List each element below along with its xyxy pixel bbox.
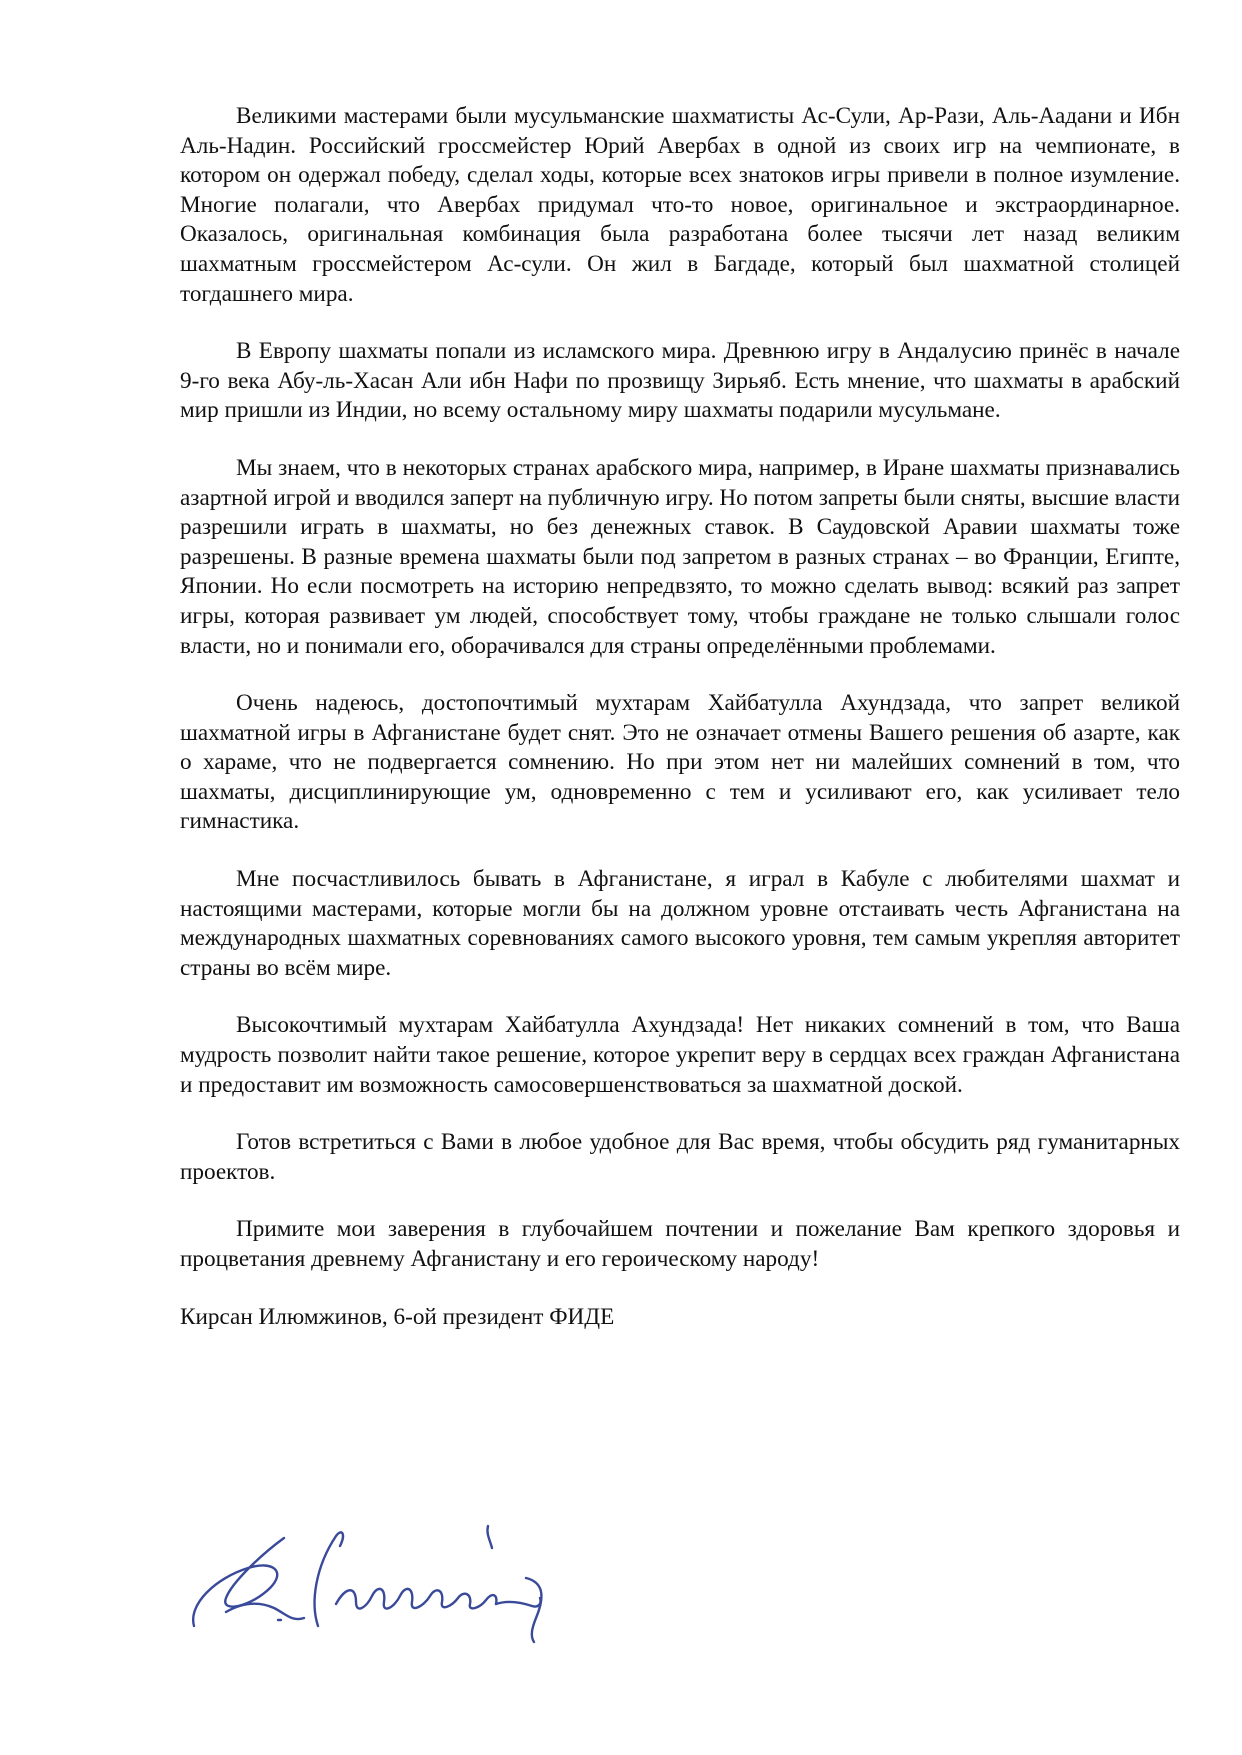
signoff-line: Кирсан Илюмжинов, 6-ой президент ФИДЕ bbox=[180, 1303, 615, 1330]
letter-body bbox=[180, 102, 1180, 1332]
paragraph-3: Мы знаем, что в некоторых странах арабского мира, например, в Иране шахматы признавались азартной игрой и вводился заперт на публичную игру. Но потом запреты были сняты, высшие власти разрешили играть в шахматы, но без денежных ставок. В Саудовской Аравии шахматы тоже разрешены. В разные времена шахматы были под запретом в разных странах – во Франции, Египте, Японии. Но если посмотреть на историю непредвзято, то можно сделать вывод: всякий раз запрет игры, которая развивает ум людей, способствует тому, чтобы граждане не только слышали голос власти, но и понимали его, оборачивался для страны определёнными проблемами. bbox=[180, 454, 1180, 659]
paragraph-7: Готов встретиться с Вами в любое удобное для Вас время, чтобы обсудить ряд гуманитарных проектов. bbox=[180, 1129, 1180, 1185]
paragraph-4: Очень надеюсь, достопочтимый мухтарам Хайбатулла Ахундзада, что запрет великой шахматной игры в Афганистане будет снят. Это не означает отмены Вашего решения об азарте, как о хараме, что не подвергается сомнению. Но при этом нет ни малейших сомнений в том, что шахматы, дисциплинирующие ум, одновременно с тем и усиливают его, как усиливает тело гимнастика. bbox=[180, 690, 1180, 835]
handwritten-signature bbox=[186, 1508, 566, 1648]
paragraph-6: Высокочтимый мухтарам Хайбатулла Ахундзада! Нет никаких сомнений в том, что Ваша мудрость позволит найти такое решение, которое укрепит веру в сердцах всех граждан Афганистана и предоставит им возможность самосовершенствоваться за шахматной доской. bbox=[180, 1012, 1180, 1098]
paragraph-1: Великими мастерами были мусульманские шахматисты Ас-Сули, Ар-Рази, Аль-Аадани и Ибн Аль-Надин. Российский гроссмейстер Юрий Авербах в одной из своих игр на чемпионате, в котором он одержал победу, сделал ходы, которые всех знатоков игры привели в полное изумление. Многие полагали, что Авербах придумал что-то новое, оригинальное и экстраординарное. Оказалось, оригинальная комбинация была разработана более тысячи лет назад великим шахматным гроссмейстером Ас-сули. Он жил в Багдаде, который был шахматной столицей тогдашнего мира. bbox=[180, 103, 1180, 307]
paragraph-5: Мне посчастливилось бывать в Афганистане, я играл в Кабуле с любителями шахмат и настоящими мастерами, которые могли бы на должном уровне отстаивать честь Афганистана на международных шахматных соревнованиях самого высокого уровня, тем самым укрепляя авторитет страны во всём мире. bbox=[180, 866, 1180, 981]
paragraph-2: В Европу шахматы попали из исламского мира. Древнюю игру в Андалусию принёс в начале 9-го века Абу-ль-Хасан Али ибн Нафи по прозвищу Зирьяб. Есть мнение, что шахматы в арабский мир пришли из Индии, но всему остальному миру шахматы подарили мусульмане. bbox=[180, 338, 1180, 424]
paragraph-8: Примите мои заверения в глубочайшем почтении и пожелание Вам крепкого здоровья и процветания древнему Афганистану и его героическому народу! bbox=[180, 1216, 1180, 1272]
